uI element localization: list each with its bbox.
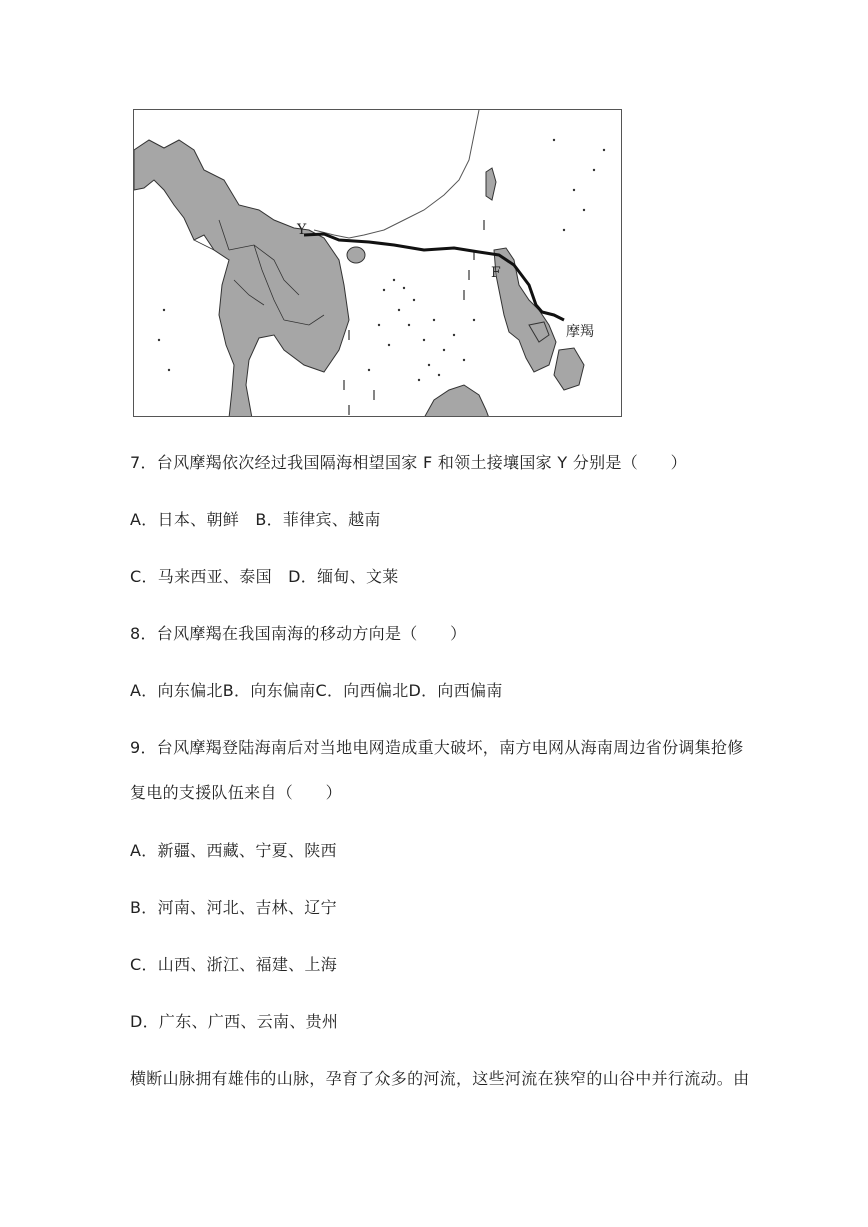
hainan-island xyxy=(347,247,365,263)
taiwan-island xyxy=(486,168,496,200)
mainland-landmass xyxy=(134,140,349,417)
philippines xyxy=(494,248,556,372)
question-9-stem-cont: 复电的支援队伍来自（ ） xyxy=(130,783,342,802)
label-typhoon: 摩羯 xyxy=(566,324,594,340)
question-8-stem: 8．台风摩羯在我国南海的移动方向是（ ） xyxy=(130,624,467,643)
question-9-option-d: D．广东、广西、云南、贵州 xyxy=(130,1012,339,1031)
china-coast xyxy=(314,110,479,238)
question-9-stem: 9．台风摩羯登陆海南后对当地电网造成重大破坏，南方电网从海南周边省份调集抢修 xyxy=(130,738,744,757)
question-9-option-c: C．山西、浙江、福建、上海 xyxy=(130,955,338,974)
question-7-stem: 7．台风摩羯依次经过我国隔海相望国家 F 和领土接壤国家 Y 分别是（ ） xyxy=(130,453,687,472)
borneo xyxy=(424,385,489,417)
question-8-options: A．向东偏北B．向东偏南C．向西偏北D．向西偏南 xyxy=(130,681,503,700)
typhoon-track-map xyxy=(133,109,622,417)
question-9-option-b: B．河南、河北、吉林、辽宁 xyxy=(130,898,337,917)
question-7-options-cd: C．马来西亚、泰国 D．缅甸、文莱 xyxy=(130,567,399,586)
map-graphic xyxy=(134,110,622,417)
label-f: F xyxy=(491,265,501,281)
question-7-options-ab: A．日本、朝鲜 B．菲律宾、越南 xyxy=(130,510,381,529)
passage-text: 横断山脉拥有雄伟的山脉，孕育了众多的河流，这些河流在狭窄的山谷中并行流动。由 xyxy=(130,1069,750,1088)
question-9-option-a: A．新疆、西藏、宁夏、陕西 xyxy=(130,841,337,860)
label-y: Y xyxy=(297,222,307,238)
